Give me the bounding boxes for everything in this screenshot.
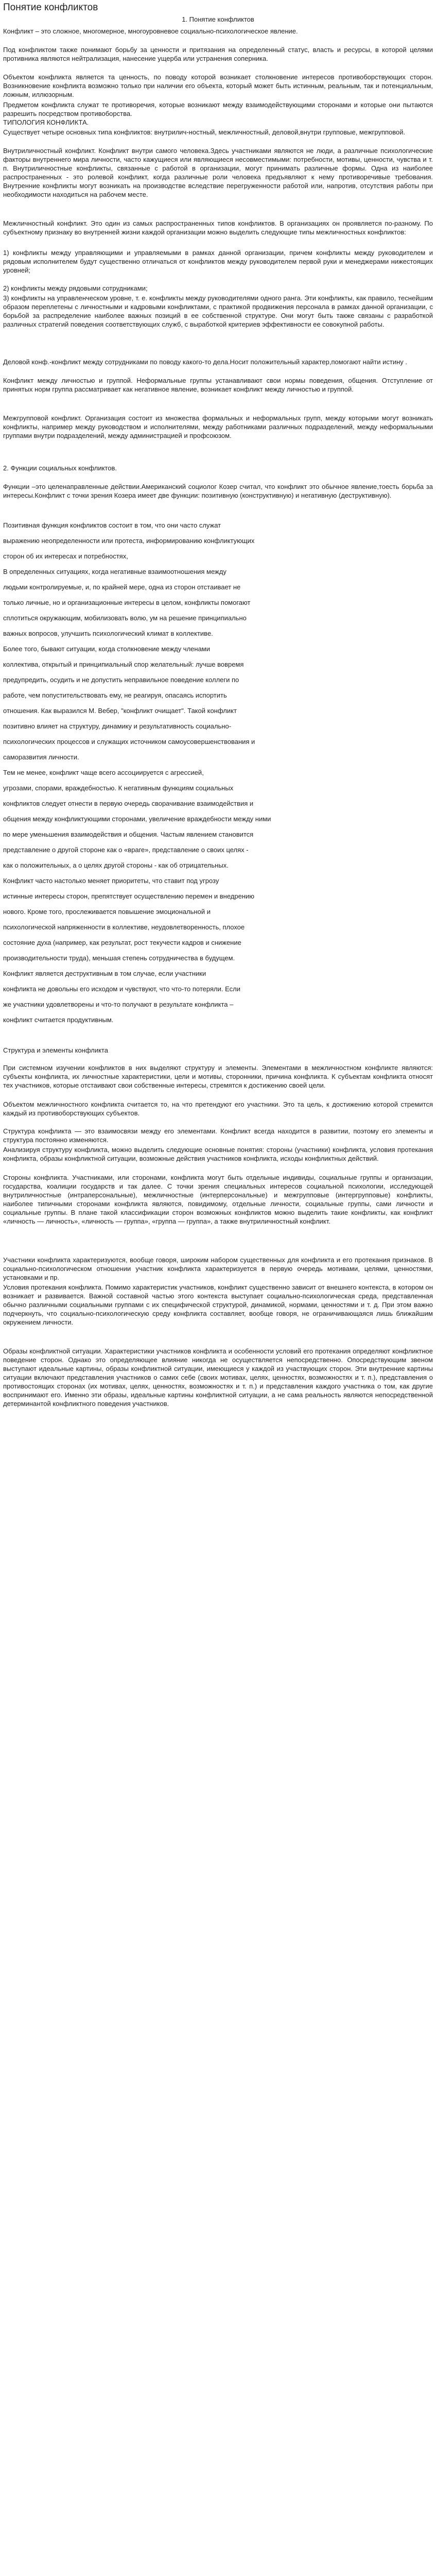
section-heading: 1. Понятие конфликтов — [182, 15, 254, 23]
functions-line: саморазвития личности. — [3, 753, 79, 761]
functions-line: коллектива, открытый и принципиальный спор желательный: лучше вовремя — [3, 660, 244, 668]
paragraph: Стороны конфликта. Участниками, или сторонами, конфликта могут быть отдельные индивиды, социальные группы и организации, государства, коалиции государств и так далее. С точки зрения специальных интересов социальной психологии, исследующей внутриличностные (интраперсональные), межличностные (интерперсональные) и межгрупповые (интергрупповые) конфликты, наиболее типичными сторонами конфликта являются, повидимому, отдельные личности, социальные группы, сами личности и социальные группы. В плане такой классификации сторон возможных конфликтов можно выделить такие конфликты, как конфликт «личность — личность», «личность — группа», «группа — группа», а также внутриличностный конфликт. — [3, 1174, 433, 1225]
functions-line: состояние духа (например, как результат, рост текучести кадров и снижение — [3, 939, 241, 946]
functions-line: психологической напряженности в коллективе, неудовлетворенность, плохое — [3, 923, 245, 931]
paragraph: Межличностный конфликт. Это один из самых распространенных типов конфликтов. В организациях он проявляется по-разному. По субъектному признаку во внутренней жизни каждой организации можно выделить следующие типы межличностных конфликтов: — [3, 219, 433, 236]
paragraph: Конфликт между личностью и группой. Неформальные группы устанавливают свои нормы поведения, общения. Отступление от принятых норм группа рассматривает как негативное явление, возникает конфликт между личностью и группой. — [3, 377, 433, 393]
paragraph: Деловой конф.-конфликт между сотрудниками по поводу какого-то дела.Носит положительный характер,помогают найти истину . — [3, 358, 408, 366]
functions-line: Тем не менее, конфликт чаще всего ассоциируется с агрессией, — [3, 769, 204, 776]
paragraph: 3) конфликты на управленческом уровне, т. е. конфликты между руководителями одного ранга. Эти конфликты, как правило, теснейшим образом переплетены с личностными и кадровыми конфликтами, с практикой продвижения персонала в рамках данной организации, с борьбой за распределение наиболее важных позиций в ее собственной структуре. Они могут быть также связаны с разработкой различных стратегий поведения соответствующих служб, с выработкой критериев эффективности ее совокупной работы. — [3, 294, 433, 328]
functions-line: нового. Кроме того, прослеживается повышение эмоциональной и — [3, 908, 211, 916]
functions-line: истинные интересы сторон, препятствует осуществлению перемен и внедрению — [3, 892, 255, 900]
paragraph: Структура конфликта — это взаимосвязи между его элементами. Конфликт всегда находится в развитии, поэтому его элементы и структура постоянно изменяются. — [3, 1127, 433, 1144]
functions-line: сплотиться окружающим, мобилизовать волю, ум на решение принципиально — [3, 614, 247, 622]
paragraph: Предметом конфликта служат те противоречия, которые возникают между взаимодействующими сторонами и которые они пытаются разрешить посредством противоборства. — [3, 101, 433, 117]
functions-line: работе, чем попустительствовать ему, не реагируя, опасаясь испортить — [3, 691, 227, 699]
functions-line: позитивно влияет на структуру, динамику и результативность социально- — [3, 722, 232, 730]
functions-line: по мере уменьшения взаимодействия и общения. Частым явлением становится — [3, 831, 254, 838]
functions-line: же участники удовлетворены и что-то получают в результате конфликта – — [3, 1001, 234, 1008]
functions-line: людьми контролируемые, и, по крайней мере, одна из сторон отстаивает не — [3, 583, 241, 591]
paragraph: Функции –это целенаправленные действии.Американский социолог Козер считал, что конфликт это обычное явление,тоесть борьба за интересы.Конфликт с точки зрения Козера имеет две функции: позитивную (конструктивную) и негативную (деструктивную). — [3, 483, 433, 499]
functions-line: психологических процессов и служащих источником самоусовершенствования и — [3, 738, 255, 745]
functions-line: выражению неопределенности или протеста, информированию конфликтующих — [3, 537, 255, 545]
paragraph: При системном изучении конфликтов в них выделяют структуру и элементы. Элементами в межличностном конфликте являются: субъекты конфликта, их личностные характеристики, цели и мотивы, сторонники, причина конфликта. К субъектам конфликта относят тех участников, которые отстаивают свои собственные интересы, стремятся к достижению своей цели. — [3, 1064, 433, 1089]
functions-line: сторон об их интересах и потребностях, — [3, 552, 128, 560]
functions-line: отношения. Как выразился М. Вебер, "конфликт очищает". Такой конфликт — [3, 707, 237, 715]
paragraph: Объектом межличностного конфликта считается то, на что претендуют его участники. Это та цель, к достижению которой стремится каждый из противоборствующих субъектов. — [3, 1100, 433, 1117]
paragraph: Объектом конфликта является та ценность, по поводу которой возникает столкновение интересов противоборствующих сторон. Возникновение конфликта возможно только при наличии его объекта, который может быть истинным, реальным, так и потенциальным, ложным, иллюзорным. — [3, 73, 433, 98]
paragraph: Внутриличностный конфликт. Конфликт внутри самого человека.Здесь участниками являются не люди, а различные психологические факторы внутреннего мира личности, часто кажущиеся или являющиеся несовместимыми: потребности, мотивы, ценности, чувства и т. п. Внутриличностные конфликты, связанные с работой в организации, могут принимать различные формы. Одна из наиболее распространенных - это ролевой конфликт, когда различные роли человека предъявляют к нему противоречивые требования. Внутренние конфликты могут возникать на производстве вследствие перегруженности работой или, напротив, отсутствия работы при необходимости находиться на рабочем месте. — [3, 147, 433, 198]
functions-line: конфликтов следует отнести в первую очередь сворачивание взаимодействия и — [3, 800, 254, 807]
functions-line: Конфликт часто настолько меняет приоритеты, что ставит под угрозу — [3, 877, 219, 885]
functions-line: представление о другой стороне как о «враге», представление о своих целях - — [3, 846, 249, 854]
functions-line: В определенных ситуациях, когда негативные взаимоотношения между — [3, 568, 226, 575]
functions-line: Более того, бывают ситуации, когда столкновение между членами — [3, 645, 210, 653]
functions-line: как о положительных, а о целях другой стороны - как об отрицательных. — [3, 861, 229, 869]
functions-line: конфликта не довольны его исходом и чувствуют, что что-то потеряли. Если — [3, 985, 240, 993]
functions-line: только личные, но и организационные интересы в целом, конфликты помогают — [3, 599, 251, 606]
functions-block — [3, 518, 433, 1028]
functions-line: важных вопросов, улучшить психологический климат в коллективе. — [3, 630, 213, 637]
functions-line: конфликт считается продуктивным. — [3, 1016, 114, 1024]
paragraph: 1) конфликты между управляющими и управляемыми в рамках данной организации, причем конфликты между руководителем и рядовым исполнителем будут существенно отличаться от конфликтов между руководителем первой руки и менеджерами нижестоящих уровней; — [3, 249, 433, 274]
functions-line: Конфликт является деструктивным в том случае, если участники — [3, 970, 206, 977]
functions-line: угрозами, спорами, враждебностью. К негативным функциям социальных — [3, 784, 234, 792]
paragraph: Межгрупповой конфликт. Организация состоит из множества формальных и неформальных групп, между которыми могут возникать конфликты, например между руководством и исполнителями, между работниками различных подразделений, между неформальными группами внутри подразделений, между администрацией и профсоюзом. — [3, 414, 433, 439]
functions-line: общения между конфликтующими сторонами, увеличение враждебности между ними — [3, 815, 271, 823]
functions-line: предупредить, осудить и не допустить неправильное поведение коллеги по — [3, 676, 239, 684]
functions-line: Позитивная функция конфликтов состоит в том, что они часто служат — [3, 521, 221, 529]
functions-line: производительности труда), меньшая степень сотрудничества в будущем. — [3, 954, 235, 962]
paragraph: Участники конфликта характеризуются, вообще говоря, широким набором существенных для конфликта и его протекания признаков. В социально-психологическом отношении участник конфликта характеризуется в первую очередь мотивами, целями, ценностями, установками и пр. — [3, 1256, 433, 1281]
paragraph: Анализируя структуру конфликта, можно выделить следующие основные понятия: стороны (участники) конфликта, условия протекания конфликта, образы конфликтной ситуации, возможные действия участников конфликта, исходы конфликтных действий. — [3, 1146, 433, 1162]
page-title: Понятие конфликтов — [3, 2, 98, 13]
paragraph: Образы конфликтной ситуации. Характеристики участников конфликта и особенности условий его протекания определяют конфликтное поведение сторон. Однако это определяющее влияние никогда не осуществляется непосредственно. Опосредствующим звеном выступают идеальные картины, образы конфликтной ситуации, имеющиеся у каждой из участвующих сторон. Эти внутренние картины ситуации включают представления участников о самих себе (своих мотивах, целях, ценностях, возможностях и т. п.), представления о противостоящих сторонах (их мотивах, целях, ценностях, возможностях и т. п.) и представления каждого участника о том, как другие воспринимают его. Именно эти образы, идеальные картины конфликтной ситуации, а не сама реальность являются непосредственной детерминантой конфликтного поведения участников. — [3, 1347, 433, 1408]
paragraph: 2) конфликты между рядовыми сотрудниками; — [3, 284, 148, 292]
paragraph: Условия протекания конфликта. Помимо характеристик участников, конфликт существенно зависит от внешнего контекста, в котором он возникает и развивается. Важной составной частью этого контекста выступает социально-психологическая среда, представленная обычно различными социальными группами с их специфической структурой, динамикой, нормами, ценностями и т. д. При этом важно подчеркнуть, что социально-психологическую среду конфликта составляет, вообще говоря, не ограничивающаяся лишь ближайшим окружением личности. — [3, 1283, 433, 1326]
section-heading-functions: 2. Функции социальных конфликтов. — [3, 464, 117, 472]
types-heading: ТИПОЛОГИЯ КОНФЛИКТА. — [3, 118, 89, 126]
paragraph: Существует четыре основных типа конфликтов: внутрилич-ностный, межличностный, деловой,внутри групповые, межгрупповой. — [3, 128, 406, 136]
paragraph: Конфликт – это сложное, многомерное, многоуровневое социально-психологическое явление. — [3, 27, 298, 35]
structure-heading: Структура и элементы конфликта — [3, 1046, 108, 1054]
paragraph: Под конфликтом также понимают борьбу за ценности и притязания на определенный статус, власть и ресурсы, в которой целями противника являются нейтрализация, нанесение ущерба или устранения соперника. — [3, 46, 433, 62]
